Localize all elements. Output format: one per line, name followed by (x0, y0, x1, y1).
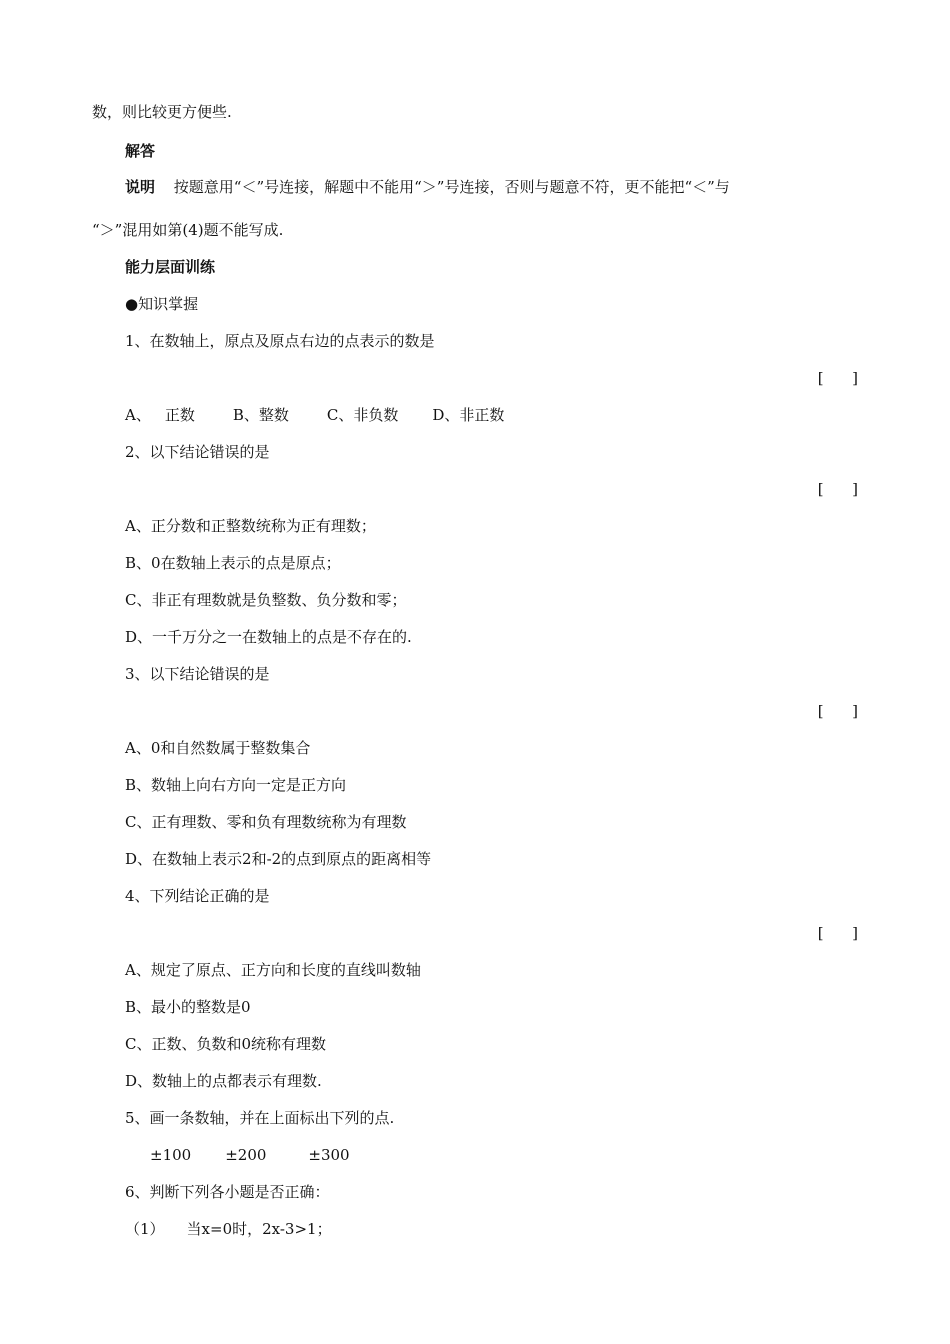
q1-option-a-label: A、 (125, 406, 151, 424)
q4-option-d: D、数轴上的点都表示有理数. (125, 1072, 322, 1090)
q5-point-3: ±300 (308, 1146, 350, 1164)
q1-answer-bracket: [ ] (817, 369, 858, 387)
q2-option-c: C、非正有理数就是负整数、负分数和零； (125, 591, 407, 609)
q1-option-d: D、非正数 (432, 406, 505, 424)
q2-option-b: B、0在数轴上表示的点是原点； (125, 554, 341, 572)
q6-sub1-label: （1） (125, 1220, 165, 1238)
q3-stem: 3、以下结论错误的是 (125, 665, 270, 683)
q3-answer-bracket: [ ] (817, 702, 858, 720)
q6-stem: 6、判断下列各小题是否正确： (125, 1183, 330, 1201)
q3-option-c: C、正有理数、零和负有理数统称为有理数 (125, 813, 407, 831)
q5-points (150, 1145, 350, 1165)
section-title: 能力层面训练 (125, 258, 216, 276)
q4-option-b: B、最小的整数是0 (125, 998, 251, 1016)
q4-option-a: A、规定了原点、正方向和长度的直线叫数轴 (125, 961, 421, 979)
intro-continuation: 数，则比较更方便些. (92, 103, 232, 121)
q4-answer-bracket: [ ] (817, 924, 858, 942)
q2-option-a: A、正分数和正整数统称为正有理数； (125, 517, 376, 535)
note-line-1 (125, 177, 730, 197)
q6-sub1-text: 当x=0时，2x-3>1； (186, 1220, 332, 1238)
section-subtitle: ●知识掌握 (125, 295, 199, 313)
answer-heading: 解答 (125, 142, 156, 160)
q5-point-2: ±200 (225, 1146, 267, 1164)
q1-stem: 1、在数轴上，原点及原点右边的点表示的数是 (125, 332, 435, 350)
note-label: 说明 (125, 178, 156, 196)
q6-sub1 (125, 1219, 332, 1239)
q1-option-a-text: 正数 (164, 406, 195, 424)
q1-option-b: B、整数 (232, 406, 289, 424)
q3-option-b: B、数轴上向右方向一定是正方向 (125, 776, 347, 794)
q2-option-d: D、一千万分之一在数轴上的点是不存在的. (125, 628, 412, 646)
q5-point-1: ±100 (150, 1146, 192, 1164)
q4-option-c: C、正数、负数和0统称有理数 (125, 1035, 327, 1053)
q2-answer-bracket: [ ] (817, 480, 858, 498)
q1-option-c: C、非负数 (326, 406, 399, 424)
q1-options (125, 405, 504, 425)
q3-option-d: D、在数轴上表示2和-2的点到原点的距离相等 (125, 850, 432, 868)
q5-stem: 5、画一条数轴，并在上面标出下列的点. (125, 1109, 395, 1127)
q2-stem: 2、以下结论错误的是 (125, 443, 270, 461)
q3-option-a: A、0和自然数属于整数集合 (125, 739, 311, 757)
note-line-2: “＞”混用如第(4)题不能写成. (92, 221, 284, 239)
note-text-1: 按题意用“＜”号连接，解题中不能用“＞”号连接，否则与题意不符，更不能把“＜”与 (173, 178, 730, 196)
q4-stem: 4、下列结论正确的是 (125, 887, 270, 905)
